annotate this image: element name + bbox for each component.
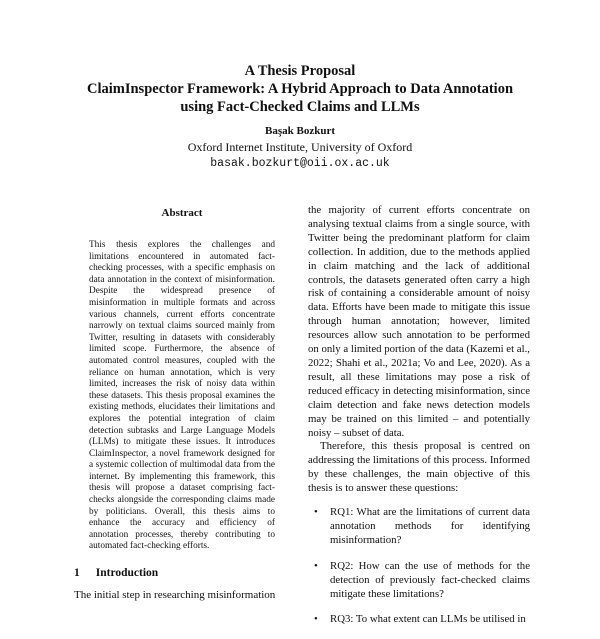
research-question-1: RQ1: What are the limitations of current data annotation methods for identifying misinformation? [330,506,530,546]
body-paragraph-2: Therefore, this thesis proposal is centred on addressing the limitations of this process. Informed by these challenges, the main objective of this thesis is to answer these questions: [308,440,530,495]
research-question-2: RQ2: How can the use of methods for the detection of previously fact-checked claims mitigate these limitations? [330,559,530,600]
author-email: basak.bozkurt@oii.ox.ac.uk [210,157,390,170]
bullet-icon: • [314,506,318,519]
right-column [308,204,530,639]
body-paragraph-1: the majority of current efforts concentrate on analysing textual claims from a single source, with Twitter being the predominant platform for claim collection. In addition, due to the methods applied in claim matching and the lack of additional controls, the datasets generated often carry a high risk of containing a considerable amount of noisy data. Efforts have been made to mitigate this issue through human annotation; however, limited resources allow such annotation to be performed on only a limited portion of the data (Kazemi et al., 2022; Shahi et al., 2021a; Vo and Lee, 2020). As a result, all these limitations may pose a risk of reduced efficacy in detecting misinformation, since claim detection and fake news detection models may be trained on this limited – and potentially noisy – subset of data. [308,204,530,439]
paper-subtitle: A Thesis Proposal [244,63,356,79]
research-questions-list [308,506,530,627]
paper-title-line-2: using Fact-Checked Claims and LLMs [180,99,420,115]
list-item [308,506,530,548]
author-name: Başak Bozkurt [265,125,335,137]
abstract-text: This thesis explores the challenges and limitations encountered in automated fact-checking processes, with a specific emphasis on data annotation in the context of misinformation. Despite the widespread presence of misinformation in multiple formats and across various channels, current efforts concentrate narrowly on textual claims sourced mainly from Twitter, resulting in datasets with considerably limited scope. Furthermore, the absence of automated control measures, coupled with the reliance on human annotation, which is very limited, increases the risk of noisy data within these datasets. This thesis proposal examines the existing methods, elucidates their limitations and explores the potential integration of claim detection subtasks and Large Language Models (LLMs) to mitigate these issues. It introduces ClaimInspector, a novel framework designed for a systemic collection of multimodal data from the internet. By implementing this framework, this thesis will propose a dataset comprising fact-checks alongside the corresponding claims made by politicians. Overall, this thesis aims to enhance the accuracy and efficiency of annotation processes, thereby contributing to automated fact-checking efforts. [89,240,275,552]
bullet-icon: • [314,613,318,626]
abstract-heading: Abstract [161,207,203,219]
list-item [308,560,530,602]
section-number: 1 [74,567,80,579]
introduction-first-line: The initial step in researching misinformation [74,589,276,601]
research-question-3: RQ3: To what extent can LLMs be utilised in [330,613,526,626]
list-item [308,613,530,627]
bullet-icon: • [314,559,318,572]
author-block [0,124,600,172]
title-block [0,62,600,116]
paper-title-line-1: ClaimInspector Framework: A Hybrid Approach to Data Annotation [86,81,514,97]
introduction-heading [74,566,158,580]
abstract-section [89,206,275,553]
author-affiliation: Oxford Internet Institute, University of Oxford [187,140,413,154]
section-title: Introduction [95,567,159,579]
